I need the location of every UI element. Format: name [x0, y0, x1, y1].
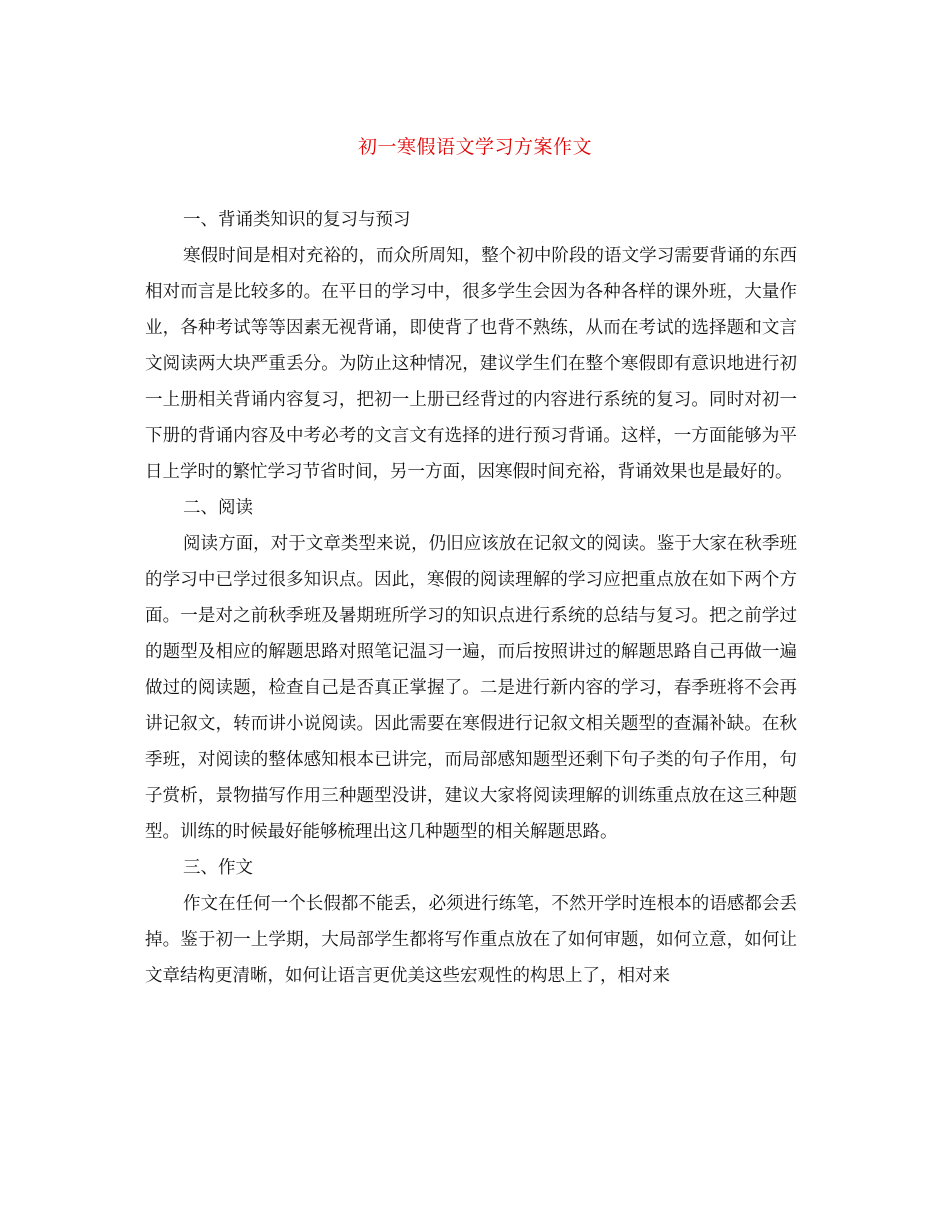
section-heading-recitation: 一、背诵类知识的复习与预习 — [183, 210, 411, 230]
section-heading-reading: 二、阅读 — [183, 498, 253, 518]
document-title: 初一寒假语文学习方案作文 — [357, 136, 592, 158]
section-heading-composition: 三、作文 — [183, 858, 253, 878]
section-body-reading: 阅读方面，对于文章类型来说，仍旧应该放在记叙文的阅读。鉴于大家在秋季班的学习中已学过很多知识点。因此，寒假的阅读理解的学习应把重点放在如下两个方面。一是对之前秋季班及暑期班所学习的知识点进行系统的总结与复习。把之前学过的题型及相应的解题思路对照笔记温习一遍，而后按照讲过的解题思路自己再做一遍做过的阅读题，检查自己是否真正掌握了。二是进行新内容的学习，春季班将不会再讲记叙文，转而讲小说阅读。因此需要在寒假进行记叙文相关题型的查漏补缺。在秋季班，对阅读的整体感知根本已讲完，而局部感知题型还剩下句子类的句子作用，句子赏析，景物描写作用三种题型没讲，建议大家将阅读理解的训练重点放在这三种题型。训练的时候最好能够梳理出这几种题型的相关解题思路。 — [145, 534, 797, 842]
document-body — [145, 202, 797, 994]
section-body-recitation: 寒假时间是相对充裕的，而众所周知，整个初中阶段的语文学习需要背诵的东西相对而言是比较多的。在平日的学习中，很多学生会因为各种各样的课外班，大量作业，各种考试等等因素无视背诵，即使背了也背不熟练，从而在考试的选择题和文言文阅读两大块严重丢分。为防止这种情况，建议学生们在整个寒假即有意识地进行初一上册相关背诵内容复习，把初一上册已经背过的内容进行系统的复习。同时对初一下册的背诵内容及中考必考的文言文有选择的进行预习背诵。这样，一方面能够为平日上学时的繁忙学习节省时间，另一方面，因寒假时间充裕，背诵效果也是最好的。 — [145, 246, 797, 482]
section-body-composition: 作文在任何一个长假都不能丢，必须进行练笔，不然开学时连根本的语感都会丢掉。鉴于初一上学期，大局部学生都将写作重点放在了如何审题，如何立意，如何让文章结构更清晰，如何让语言更优美这些宏观性的构思上了，相对来 — [145, 894, 797, 986]
